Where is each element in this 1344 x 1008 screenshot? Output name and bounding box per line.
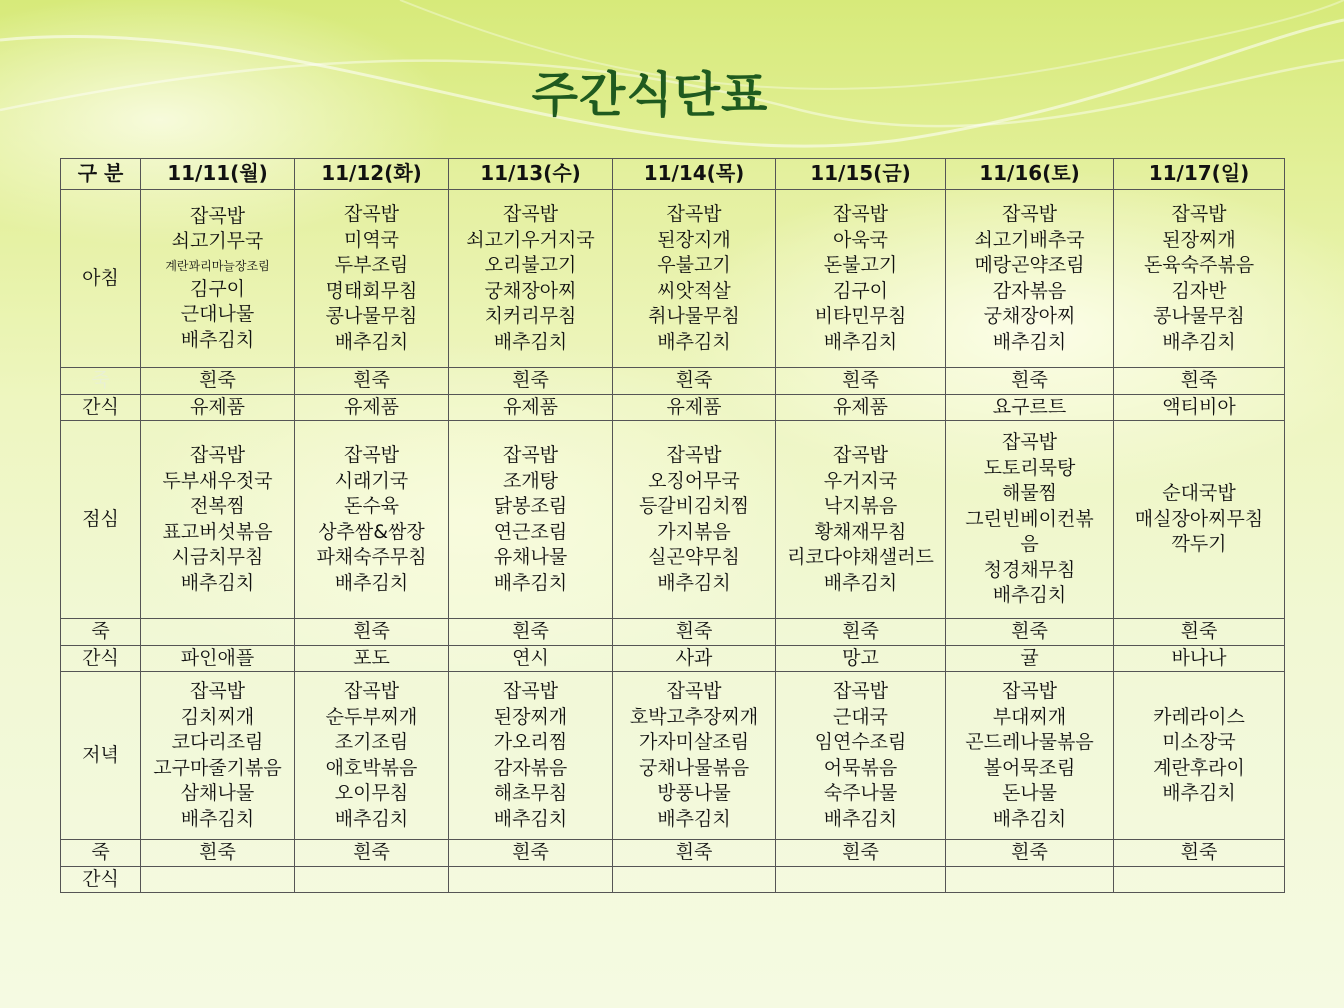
menu-item: 어묵볶음 <box>823 756 898 779</box>
menu-item: 쇠고기배추국 <box>974 228 1085 251</box>
menu-item: 배추김치 <box>823 807 898 830</box>
porridge-row <box>61 840 1285 867</box>
menu-item: 오이무침 <box>334 782 409 804</box>
menu-item: 배추김치 <box>334 330 409 353</box>
menu-item: 청경채무침 <box>983 558 1076 581</box>
menu-item: 배추김치 <box>657 571 731 594</box>
menu-item: 코다리조림 <box>171 731 264 753</box>
menu-cell <box>449 866 613 893</box>
menu-cell <box>776 866 946 893</box>
menu-cell <box>613 866 776 893</box>
menu-cell <box>295 672 449 840</box>
snack-row <box>61 866 1285 893</box>
menu-item: 취나물무침 <box>648 305 740 327</box>
menu-cell: 귤 <box>946 645 1114 672</box>
menu-cell: 유제품 <box>295 394 449 421</box>
menu-item: 상추쌈&쌈장 <box>318 520 425 543</box>
menu-cell <box>449 421 613 619</box>
menu-item: 김치찌개 <box>180 705 255 728</box>
porridge-row <box>61 619 1285 646</box>
menu-item: 연근조림 <box>493 520 568 543</box>
header-row <box>61 159 1285 190</box>
menu-cell <box>295 866 449 893</box>
lunch-row <box>61 421 1285 619</box>
menu-cell <box>613 190 776 368</box>
menu-item: 애호박볶음 <box>325 756 418 779</box>
menu-cell: 흰죽 <box>946 368 1114 395</box>
menu-item: 쇠고기우거지국 <box>466 228 595 251</box>
menu-item: 조기조림 <box>334 731 409 753</box>
snack-row <box>61 645 1285 672</box>
menu-item: 비타민무침 <box>814 305 907 327</box>
menu-cell <box>295 190 449 368</box>
menu-cell: 흰죽 <box>295 368 449 395</box>
menu-cell: 바나나 <box>1114 645 1285 672</box>
menu-cell: 흰죽 <box>946 619 1114 646</box>
menu-item: 임연수조림 <box>814 731 907 753</box>
row-label-porridge: 죽 <box>61 619 141 646</box>
menu-item: 그린빈베이컨볶 <box>965 507 1094 530</box>
menu-item: 배추김치 <box>180 807 255 830</box>
menu-cell <box>141 421 295 619</box>
menu-item: 배추김치 <box>334 571 409 594</box>
menu-item: 메랑곤약조림 <box>974 254 1085 276</box>
menu-item: 곤드레나물볶음 <box>965 731 1094 753</box>
menu-item: 두부새우젓국 <box>162 469 273 492</box>
menu-item: 황채재무침 <box>814 520 907 543</box>
menu-item: 잡곡밥 <box>189 680 246 702</box>
menu-item: 매실장아찌무침 <box>1134 507 1264 530</box>
menu-cell <box>613 672 776 840</box>
menu-item: 잡곡밥 <box>666 444 722 466</box>
menu-item: 등갈비김치찜 <box>638 495 750 517</box>
menu-item: 잡곡밥 <box>189 204 246 227</box>
menu-cell: 파인애플 <box>141 645 295 672</box>
menu-item: 부대찌개 <box>992 705 1067 728</box>
menu-item: 오리불고기 <box>484 254 577 276</box>
menu-item: 궁채나물볶음 <box>638 756 750 779</box>
menu-item: 콩나물무침 <box>325 305 418 327</box>
menu-item: 시래기국 <box>334 469 409 492</box>
menu-cell <box>613 421 776 619</box>
menu-cell: 흰죽 <box>776 619 946 646</box>
menu-cell: 흰죽 <box>613 840 776 867</box>
menu-item: 배추김치 <box>493 330 568 353</box>
row-label-snack: 간식 <box>61 645 141 672</box>
menu-item: 아욱국 <box>832 228 889 251</box>
menu-item: 두부조림 <box>334 254 409 276</box>
menu-cell <box>946 866 1114 893</box>
menu-item: 가오리찜 <box>493 731 568 753</box>
row-label-snack: 간식 <box>61 394 141 421</box>
menu-item: 파채숙주무침 <box>316 546 427 568</box>
menu-item: 배추김치 <box>657 330 731 353</box>
menu-item: 명태회무침 <box>325 279 418 302</box>
day-header: 11/12(화) <box>295 159 449 190</box>
porridge-row <box>61 368 1285 395</box>
menu-cell: 흰죽 <box>295 840 449 867</box>
menu-cell: 흰죽 <box>776 368 946 395</box>
menu-item: 잡곡밥 <box>343 680 400 702</box>
menu-item: 배추김치 <box>1162 330 1236 353</box>
menu-cell <box>449 190 613 368</box>
menu-item: 감자볶음 <box>992 279 1067 302</box>
day-header: 11/16(토) <box>946 159 1114 190</box>
menu-item: 가지볶음 <box>657 520 731 543</box>
menu-item: 김자반 <box>1171 279 1227 302</box>
menu-cell <box>946 190 1114 368</box>
menu-item: 된장찌개 <box>493 705 568 728</box>
menu-cell <box>1114 421 1285 619</box>
menu-item: 닭봉조림 <box>493 495 568 517</box>
menu-item: 잡곡밥 <box>832 444 889 466</box>
menu-cell: 흰죽 <box>141 840 295 867</box>
menu-item: 해물찜 <box>1001 482 1058 505</box>
menu-item: 잡곡밥 <box>1001 203 1058 225</box>
menu-item: 배추김치 <box>657 807 731 830</box>
menu-item: 우거지국 <box>823 469 898 492</box>
menu-cell: 유제품 <box>776 394 946 421</box>
menu-cell <box>776 672 946 840</box>
menu-item: 잡곡밥 <box>1001 680 1058 702</box>
menu-cell: 흰죽 <box>141 368 295 395</box>
menu-item: 삼채나물 <box>180 782 255 804</box>
menu-item: 잡곡밥 <box>666 203 722 225</box>
menu-cell: 사과 <box>613 645 776 672</box>
row-label-porridge: 죽 <box>61 368 141 395</box>
menu-cell <box>141 866 295 893</box>
menu-cell <box>776 421 946 619</box>
menu-cell: 망고 <box>776 645 946 672</box>
menu-item: 음 <box>1020 533 1039 556</box>
menu-cell <box>946 672 1114 840</box>
menu-item: 돈수육 <box>343 495 400 517</box>
row-label-dinner: 저녁 <box>61 672 141 840</box>
menu-cell <box>1114 672 1285 840</box>
menu-item: 배추김치 <box>1162 782 1236 804</box>
menu-item: 미역국 <box>343 228 400 251</box>
menu-item: 미소장국 <box>1162 731 1236 753</box>
menu-item: 조개탕 <box>502 469 559 492</box>
menu-item: 된장찌개 <box>1162 228 1236 251</box>
menu-cell <box>1114 190 1285 368</box>
menu-cell <box>141 190 295 368</box>
menu-item: 계란후라이 <box>1153 756 1245 779</box>
menu-item: 돈육숙주볶음 <box>1143 254 1255 276</box>
menu-item: 전복찜 <box>189 495 246 517</box>
menu-item: 배추김치 <box>823 571 898 594</box>
menu-cell <box>1114 866 1285 893</box>
menu-cell: 흰죽 <box>449 619 613 646</box>
menu-item: 배추김치 <box>180 571 255 594</box>
menu-item: 콩나물무침 <box>1153 305 1245 327</box>
menu-cell: 포도 <box>295 645 449 672</box>
menu-item: 순두부찌개 <box>325 705 418 728</box>
menu-cell: 흰죽 <box>449 368 613 395</box>
row-label-porridge: 죽 <box>61 840 141 867</box>
menu-item: 숙주나물 <box>823 782 898 804</box>
menu-item: 잡곡밥 <box>666 680 722 702</box>
row-label-breakfast: 아침 <box>61 190 141 368</box>
day-header: 11/17(일) <box>1114 159 1285 190</box>
menu-item: 배추김치 <box>493 807 568 830</box>
row-label-snack: 간식 <box>61 866 141 893</box>
menu-item: 궁채장아찌 <box>983 305 1076 327</box>
day-header: 11/11(월) <box>141 159 295 190</box>
menu-cell <box>946 421 1114 619</box>
menu-item: 감자볶음 <box>493 756 568 779</box>
menu-item: 배추김치 <box>493 571 568 594</box>
menu-item: 잡곡밥 <box>502 680 559 702</box>
menu-item: 순대국밥 <box>1162 482 1236 505</box>
menu-cell: 유제품 <box>613 394 776 421</box>
menu-item: 우불고기 <box>657 254 731 276</box>
menu-cell: 흰죽 <box>1114 368 1285 395</box>
menu-item: 근대국 <box>832 705 889 728</box>
menu-item: 잡곡밥 <box>1171 203 1227 225</box>
menu-item: 잡곡밥 <box>343 203 400 225</box>
snack-row <box>61 394 1285 421</box>
menu-item: 잡곡밥 <box>343 444 400 466</box>
menu-item: 유채나물 <box>493 546 568 568</box>
menu-item: 돈나물 <box>1001 782 1058 804</box>
breakfast-row <box>61 190 1285 368</box>
menu-cell <box>141 672 295 840</box>
menu-item: 카레라이스 <box>1153 705 1245 728</box>
day-header: 11/15(금) <box>776 159 946 190</box>
menu-item: 배추김치 <box>823 330 898 353</box>
menu-item: 오징어무국 <box>648 469 740 492</box>
menu-cell: 흰죽 <box>613 368 776 395</box>
menu-item: 표고버섯볶음 <box>162 520 273 543</box>
menu-item: 잡곡밥 <box>1001 431 1058 454</box>
menu-cell: 흰죽 <box>776 840 946 867</box>
menu-cell: 흰죽 <box>613 619 776 646</box>
menu-item: 낙지볶음 <box>823 495 898 517</box>
menu-item: 궁채장아찌 <box>484 279 577 302</box>
menu-cell <box>295 421 449 619</box>
menu-cell: 연시 <box>449 645 613 672</box>
menu-cell: 유제품 <box>449 394 613 421</box>
menu-item: 배추김치 <box>992 584 1067 607</box>
menu-item: 해초무침 <box>493 782 568 804</box>
menu-item: 잡곡밥 <box>502 444 559 466</box>
menu-cell <box>449 672 613 840</box>
menu-cell: 흰죽 <box>1114 619 1285 646</box>
menu-item: 도토리묵탕 <box>983 456 1076 479</box>
menu-item: 잡곡밥 <box>832 680 889 702</box>
menu-cell: 흰죽 <box>946 840 1114 867</box>
menu-item: 가자미살조림 <box>638 731 750 753</box>
menu-item: 김구이 <box>189 277 246 300</box>
menu-item: 근대나물 <box>180 303 255 326</box>
menu-item: 돈불고기 <box>823 254 898 276</box>
menu-cell: 흰죽 <box>295 619 449 646</box>
menu-cell: 요구르트 <box>946 394 1114 421</box>
menu-item: 리코다야채샐러드 <box>787 546 934 568</box>
menu-item: 씨앗적살 <box>657 279 731 302</box>
menu-cell <box>141 619 295 646</box>
menu-item: 배추김치 <box>992 330 1067 353</box>
dinner-row <box>61 672 1285 840</box>
day-header: 11/13(수) <box>449 159 613 190</box>
menu-item: 호박고추장찌개 <box>629 705 759 728</box>
menu-item: 김구이 <box>832 279 889 302</box>
menu-item: 깍두기 <box>1171 533 1227 556</box>
menu-item: 잡곡밥 <box>832 203 889 225</box>
menu-cell <box>776 190 946 368</box>
menu-item: 계란꽈리마늘장조림 <box>165 258 270 273</box>
menu-item: 실곤약무침 <box>648 546 740 568</box>
menu-item: 치커리무침 <box>484 305 577 327</box>
menu-item: 배추김치 <box>180 328 255 351</box>
menu-item: 배추김치 <box>992 807 1067 830</box>
menu-cell: 흰죽 <box>449 840 613 867</box>
menu-cell: 액티비아 <box>1114 394 1285 421</box>
menu-item: 된장지개 <box>657 228 731 251</box>
row-label-lunch: 점심 <box>61 421 141 619</box>
menu-item: 볼어묵조림 <box>983 756 1076 779</box>
header-label: 구 분 <box>61 159 141 190</box>
day-header: 11/14(목) <box>613 159 776 190</box>
menu-item: 잡곡밥 <box>189 444 246 466</box>
menu-item: 배추김치 <box>334 807 409 830</box>
menu-cell: 유제품 <box>141 394 295 421</box>
weekly-menu-table <box>60 158 1285 893</box>
menu-item: 방풍나물 <box>657 782 731 804</box>
menu-item: 시금치무침 <box>171 546 264 568</box>
menu-item: 쇠고기무국 <box>171 230 264 253</box>
menu-cell: 흰죽 <box>1114 840 1285 867</box>
menu-item: 고구마줄기볶음 <box>153 756 282 779</box>
page-title: 주간식단표 <box>531 67 769 123</box>
menu-item: 잡곡밥 <box>502 203 559 225</box>
